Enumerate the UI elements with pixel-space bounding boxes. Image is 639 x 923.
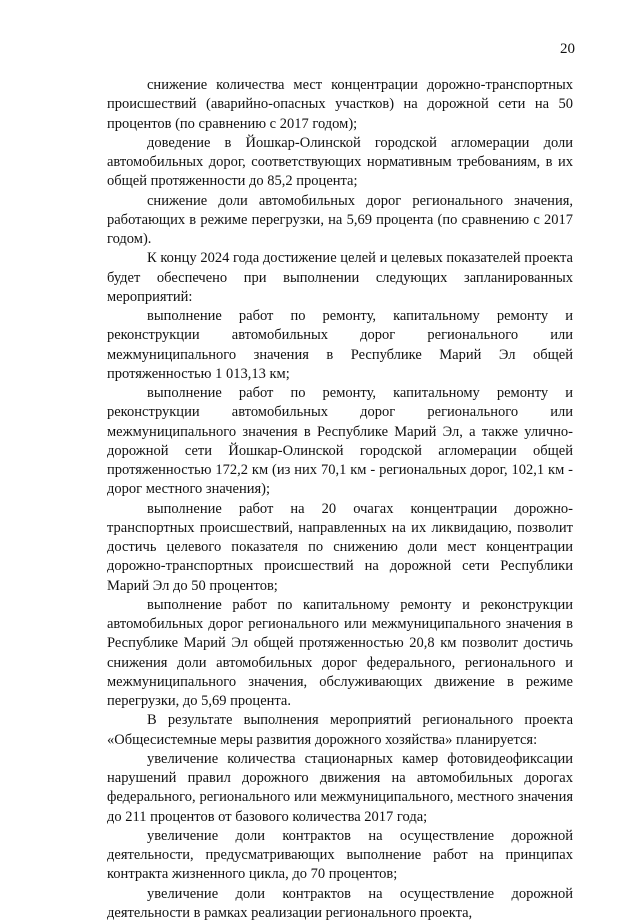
page-number: 20	[560, 40, 575, 58]
paragraph: доведение в Йошкар-Олинской городской агломерации доли автомобильных дорог, соответствующих нормативным требованиям, в их общей протяженности до 85,2 процента;	[107, 134, 573, 192]
paragraph: выполнение работ по ремонту, капитальному ремонту и реконструкции автомобильных дорог регионального или межмуниципального значения в Республике Марий Эл общей протяженностью 1 013,13 км;	[107, 307, 573, 384]
paragraph: выполнение работ на 20 очагах концентрации дорожно-транспортных происшествий, направленных на их ликвидацию, позволит достичь целевого показателя по снижению доли мест концентрации дорожно-транспортных происшествий на дорожной сети Республики Марий Эл до 50 процентов;	[107, 500, 573, 596]
paragraph: увеличение количества стационарных камер фотовидеофиксации нарушений правил дорожного движения на автомобильных дорогах федерального, регионального или межмуниципального, местного значения до 211 процентов от базового количества 2017 года;	[107, 750, 573, 827]
paragraph: снижение количества мест концентрации дорожно-транспортных происшествий (аварийно-опасных участков) на дорожной сети на 50 процентов (по сравнению с 2017 годом);	[107, 76, 573, 134]
paragraph: увеличение доли контрактов на осуществление дорожной деятельности, предусматривающих выполнение работ на принципах контракта жизненного цикла, до 70 процентов;	[107, 827, 573, 885]
paragraph: выполнение работ по капитальному ремонту и реконструкции автомобильных дорог регионального или межмуниципального значения в Республике Марий Эл общей протяженностью 20,8 км позволит достичь снижения доли автомобильных дорог федерального, регионального и межмуниципального значения, обслуживающих движение в режиме перегрузки, до 5,69 процента.	[107, 596, 573, 712]
paragraph: К концу 2024 года достижение целей и целевых показателей проекта будет обеспечено при выполнении следующих запланированных мероприятий:	[107, 249, 573, 307]
body-text	[107, 76, 573, 923]
paragraph: выполнение работ по ремонту, капитальному ремонту и реконструкции автомобильных дорог регионального или межмуниципального значения в Республике Марий Эл, а также улично-дорожной сети Йошкар-Олинской городской агломерации общей протяженностью 172,2 км (из них 70,1 км - региональных дорог, 102,1 км - дорог местного значения);	[107, 384, 573, 500]
paragraph: В результате выполнения мероприятий регионального проекта «Общесистемные меры развития дорожного хозяйства» планируется:	[107, 711, 573, 750]
paragraph: снижение доли автомобильных дорог регионального значения, работающих в режиме перегрузки, на 5,69 процента (по сравнению с 2017 годом).	[107, 192, 573, 250]
paragraph: увеличение доли контрактов на осуществление дорожной деятельности в рамках реализации регионального проекта,	[107, 885, 573, 923]
